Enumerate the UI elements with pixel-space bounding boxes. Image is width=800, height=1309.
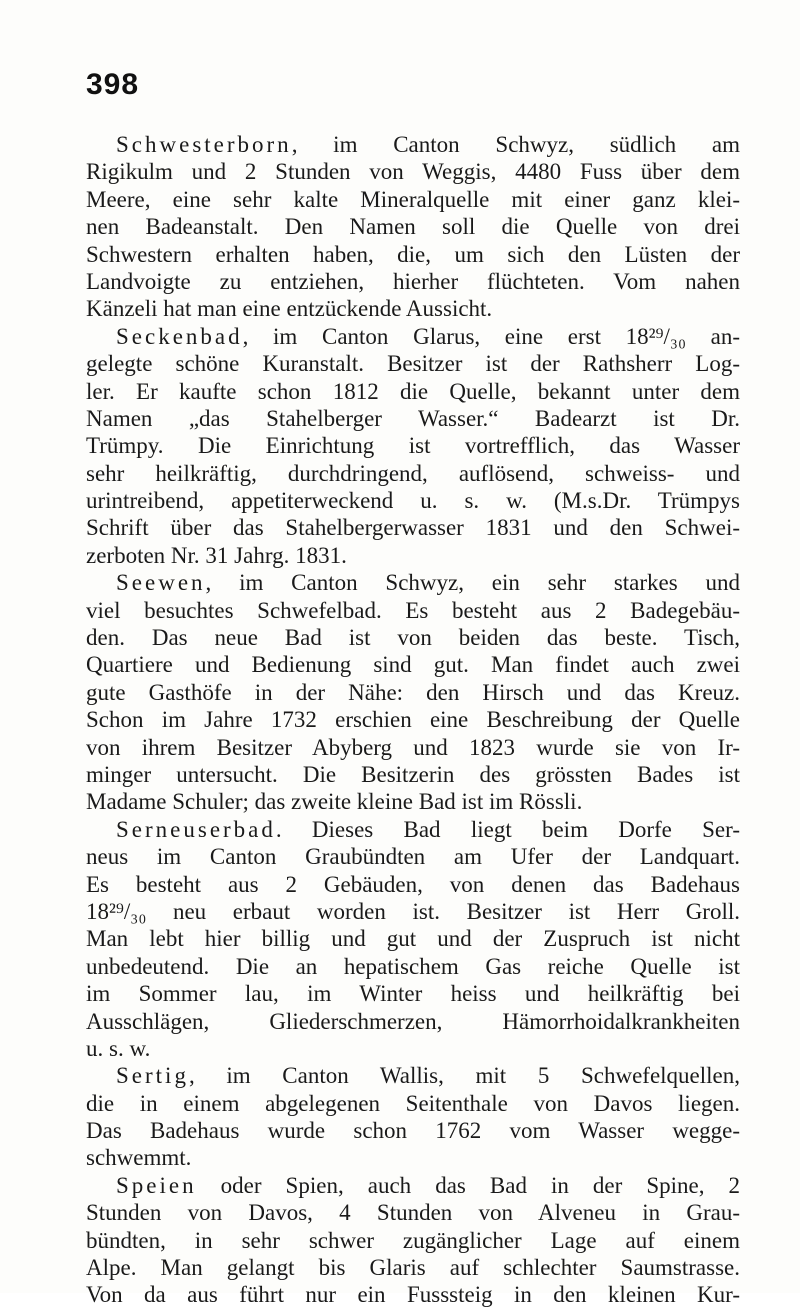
line-text: urintreibend, appetiterweckend u. s. w. (M.s.Dr. Trümpys (86, 488, 740, 514)
text-line (86, 898, 740, 925)
line-text: zerboten Nr. 31 Jahrg. 1831. (86, 542, 347, 568)
text-line (86, 1172, 740, 1199)
line-text: Namen „das Stahelberger Wasser.“ Badearzt ist Dr. (86, 405, 740, 431)
line-text: sehr heilkräftig, durchdringend, auflösend, schweiss- und (86, 460, 740, 486)
text-line (86, 186, 740, 213)
line-text: Alpe. Man gelangt bis Glaris auf schlechter Saumstrasse. (86, 1255, 740, 1281)
line-text: minger untersucht. Die Besitzerin des grössten Bades ist (86, 761, 740, 787)
line-text: ler. Er kaufte schon 1812 die Quelle, bekannt unter dem (86, 378, 740, 404)
line-text: Stunden von Davos, 4 Stunden von Alveneu in Grau- (86, 1200, 740, 1226)
line-text: den. Das neue Bad ist von beiden das beste. Tisch, (86, 625, 740, 651)
text-line (86, 679, 740, 706)
text-line (86, 871, 740, 898)
line-text: Landvoigte zu entziehen, hierher flüchteten. Vom nahen (86, 268, 740, 294)
text-line (86, 734, 740, 761)
line-text: Trümpy. Die Einrichtung ist vortrefflich, das Wasser (86, 433, 740, 459)
line-text: Schon im Jahre 1732 erschien eine Beschreibung der Quelle (86, 707, 740, 733)
line-text: 18²⁹/₃₀ neu erbaut worden ist. Besitzer ist Herr Groll. (86, 898, 740, 924)
line-text: schwemmt. (86, 1145, 192, 1171)
text-line (86, 651, 740, 678)
text-line (86, 241, 740, 268)
line-text: Ausschlägen, Gliederschmerzen, Hämorrhoidalkrankheiten (86, 1008, 740, 1034)
line-text: viel besuchtes Schwefelbad. Es besteht aus 2 Badegebäu- (86, 597, 740, 623)
line-text: , im Canton Wallis, mit 5 Schwefelquellen, (188, 1063, 740, 1089)
text-line (86, 1254, 740, 1281)
text-line (86, 268, 740, 295)
text-line (86, 1062, 740, 1089)
line-text: unbedeutend. Die an hepatischem Gas reiche Quelle ist (86, 953, 740, 979)
text-line (86, 1117, 740, 1144)
text-line (86, 1090, 740, 1117)
line-text: Es besteht aus 2 Gebäuden, von denen das Badehaus (86, 871, 740, 897)
text-line (86, 378, 740, 405)
text-line (86, 542, 740, 569)
text-line (86, 432, 740, 459)
entry-heading: Schwesterborn (116, 132, 292, 157)
line-text: Rigikulm und 2 Stunden von Weggis, 4480 Fuss über dem (86, 159, 740, 185)
line-text: . Dieses Bad liegt beim Dorfe Ser- (275, 816, 740, 842)
text-line (86, 925, 740, 952)
entry-heading: Seckenbad (116, 323, 243, 349)
line-text: im Sommer lau, im Winter heiss und heilkräftig bei (86, 981, 740, 1007)
text-line (86, 323, 740, 350)
line-text: Man lebt hier billig und gut und der Zuspruch ist nicht (86, 926, 740, 952)
line-text: Das Badehaus wurde schon 1762 vom Wasser wegge- (86, 1118, 740, 1144)
text-line (86, 1144, 740, 1171)
line-text: Madame Schuler; das zweite kleine Bad ist im Rössli. (86, 789, 583, 815)
text-line (86, 295, 740, 322)
line-text: Schwestern erhalten haben, die, um sich den Lüsten der (86, 241, 740, 267)
line-text: , im Canton Glarus, eine erst 18²⁹/₃₀ an- (242, 323, 740, 349)
line-text: , im Canton Schwyz, ein sehr starkes und (205, 570, 740, 596)
page-number: 398 (86, 68, 140, 101)
text-line (86, 788, 740, 815)
line-text: Von da aus führt nur ein Fusssteig in den kleinen Kur- (86, 1282, 740, 1308)
line-text: oder Spien, auch das Bad in der Spine, 2 (196, 1172, 740, 1198)
line-text: Schrift über das Stahelbergerwasser 1831 und den Schwei- (86, 515, 740, 541)
line-text: , im Canton Schwyz, südlich am (291, 132, 740, 157)
text-line (86, 405, 740, 432)
text-line (86, 213, 740, 240)
text-line (86, 980, 740, 1007)
text-line (86, 816, 740, 843)
text-line (86, 953, 740, 980)
text-line (86, 158, 740, 185)
text-line (86, 1227, 740, 1254)
entry-heading: Sertig (116, 1063, 189, 1089)
text-line (86, 1199, 740, 1226)
line-text: die in einem abgelegenen Seitenthale von Davos liegen. (86, 1090, 740, 1116)
text-line (86, 569, 740, 596)
text-line (86, 843, 740, 870)
line-text: Meere, eine sehr kalte Mineralquelle mit einer ganz klei- (86, 186, 740, 212)
text-line (86, 1008, 740, 1035)
text-line (86, 487, 740, 514)
line-text: Quartiere und Bedienung sind gut. Man findet auch zwei (86, 652, 740, 678)
text-line (86, 514, 740, 541)
text-line (86, 460, 740, 487)
body-text (86, 131, 740, 1309)
line-text: gelegte schöne Kuranstalt. Besitzer ist der Rathsherr Log- (86, 351, 740, 377)
text-line (86, 706, 740, 733)
entry-heading: Serneuserbad (116, 816, 276, 842)
entry-heading: Speien (116, 1172, 197, 1198)
line-text: von ihrem Besitzer Abyberg und 1823 wurde sie von Ir- (86, 734, 740, 760)
line-text: nen Badeanstalt. Den Namen soll die Quelle von drei (86, 214, 740, 240)
line-text: Känzeli hat man eine entzückende Aussicht. (86, 296, 493, 322)
text-line (86, 350, 740, 377)
line-text: gute Gasthöfe in der Nähe: den Hirsch und das Kreuz. (86, 679, 740, 705)
text-line (86, 761, 740, 788)
text-line (86, 1281, 740, 1308)
text-line (86, 1035, 740, 1062)
line-text: bündten, in sehr schwer zugänglicher Lage auf einem (86, 1227, 740, 1253)
text-line (86, 624, 740, 651)
line-text: u. s. w. (86, 1035, 151, 1061)
line-text: neus im Canton Graubündten am Ufer der Landquart. (86, 844, 740, 870)
entry-heading: Seewen (116, 570, 206, 596)
text-line (86, 597, 740, 624)
text-line (86, 131, 740, 158)
